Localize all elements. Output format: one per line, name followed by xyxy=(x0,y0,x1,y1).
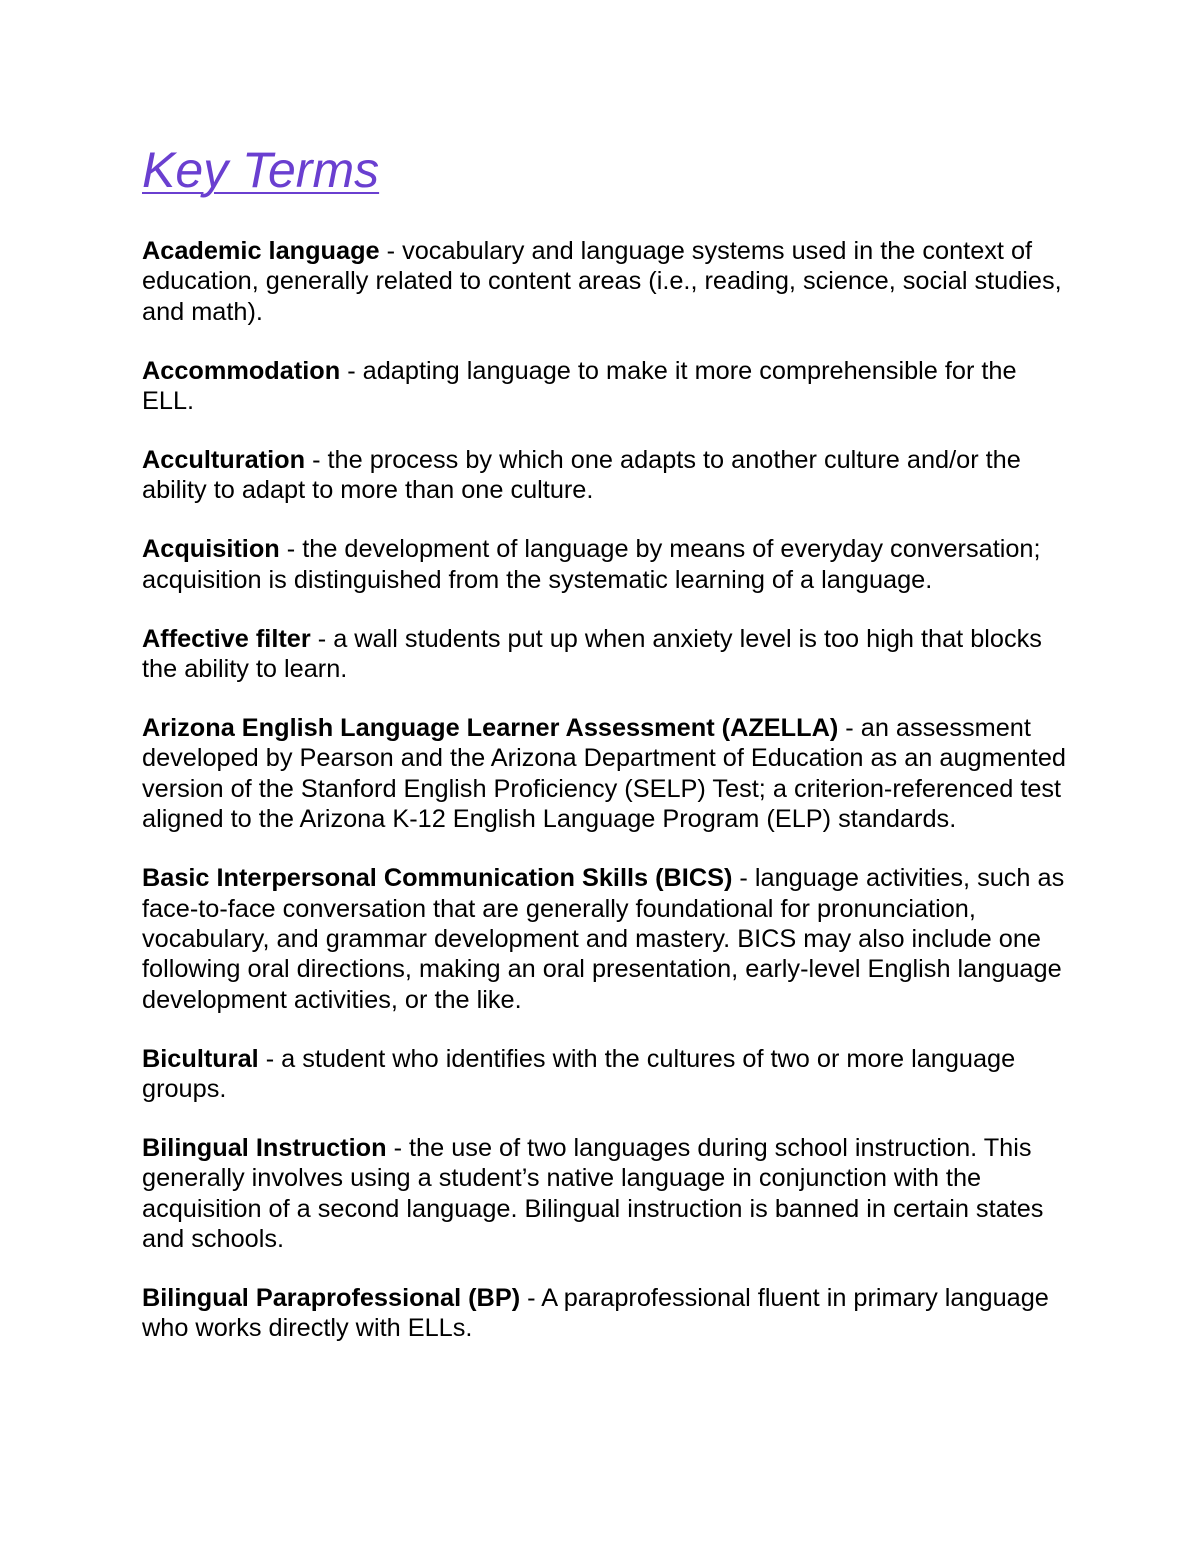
term-separator: - xyxy=(340,356,363,385)
term-definition: the process by which one adapts to another culture and/or the ability to adapt to more than one culture. xyxy=(142,446,1021,505)
term-entry xyxy=(142,624,1067,685)
term-definition: A paraprofessional fluent in primary language who works directly with ELLs. xyxy=(142,1284,1049,1343)
term-separator: - xyxy=(379,237,403,265)
term-entry xyxy=(142,863,1067,1015)
term-name: Academic language xyxy=(142,237,380,265)
term-name: Acquisition xyxy=(142,535,280,564)
term-list xyxy=(142,236,1067,1372)
term-definition: a student who identifies with the cultures of two or more language groups. xyxy=(142,1044,1016,1104)
term-separator: - xyxy=(386,1133,410,1162)
term-definition: a wall students put up when anxiety level is too high that blocks the ability to learn. xyxy=(142,624,1042,684)
term-separator: - xyxy=(838,713,861,742)
term-entry xyxy=(142,1283,1067,1344)
term-name: Bicultural xyxy=(142,1044,259,1073)
term-separator: - xyxy=(258,1044,282,1073)
term-definition: the use of two languages during school instruction. This generally involves using a student’s native language in conjunction with the acquisition of a second language. Bilingual instruction is banned in certain states and schools. xyxy=(142,1133,1044,1254)
page-title: Key Terms xyxy=(142,142,380,198)
term-name: Bilingual Instruction xyxy=(142,1133,387,1162)
term-name: Basic Interpersonal Communication Skills (BICS) xyxy=(142,864,733,893)
term-definition: an assessment developed by Pearson and the Arizona Department of Education as an augmented version of the Stanford English Proficiency (SELP) Test; a criterion-referenced test aligned to the Arizona K-12 English Language Program (ELP) standards. xyxy=(142,713,1066,834)
term-separator: - xyxy=(310,624,334,653)
term-name: Acculturation xyxy=(142,446,306,475)
term-entry xyxy=(142,1044,1067,1105)
term-entry xyxy=(142,356,1067,417)
term-entry xyxy=(142,236,1067,327)
term-name: Accommodation xyxy=(142,356,341,385)
term-entry xyxy=(142,1133,1067,1255)
term-separator: - xyxy=(520,1284,542,1313)
term-entry xyxy=(142,534,1067,595)
term-separator: - xyxy=(732,864,755,893)
term-separator: - xyxy=(305,446,328,475)
term-name: Bilingual Paraprofessional (BP) xyxy=(142,1284,521,1313)
term-entry xyxy=(142,445,1067,506)
term-name: Affective filter xyxy=(142,624,311,653)
term-name: Arizona English Language Learner Assessment (AZELLA) xyxy=(142,713,839,742)
term-definition: adapting language to make it more comprehensible for the ELL. xyxy=(142,356,1017,416)
term-definition: the development of language by means of everyday conversation; acquisition is distinguished from the systematic learning of a language. xyxy=(142,535,1041,594)
term-definition: language activities, such as face-to-face conversation that are generally foundational for pronunciation, vocabulary, and grammar development and mastery. BICS may also include one following oral directions, making an oral presentation, early-level English language development activities, or the like. xyxy=(142,864,1065,1014)
term-definition: vocabulary and language systems used in the context of education, generally related to content areas (i.e., reading, science, social studies, and math). xyxy=(142,237,1062,326)
term-separator: - xyxy=(279,535,303,564)
term-entry xyxy=(142,713,1067,835)
